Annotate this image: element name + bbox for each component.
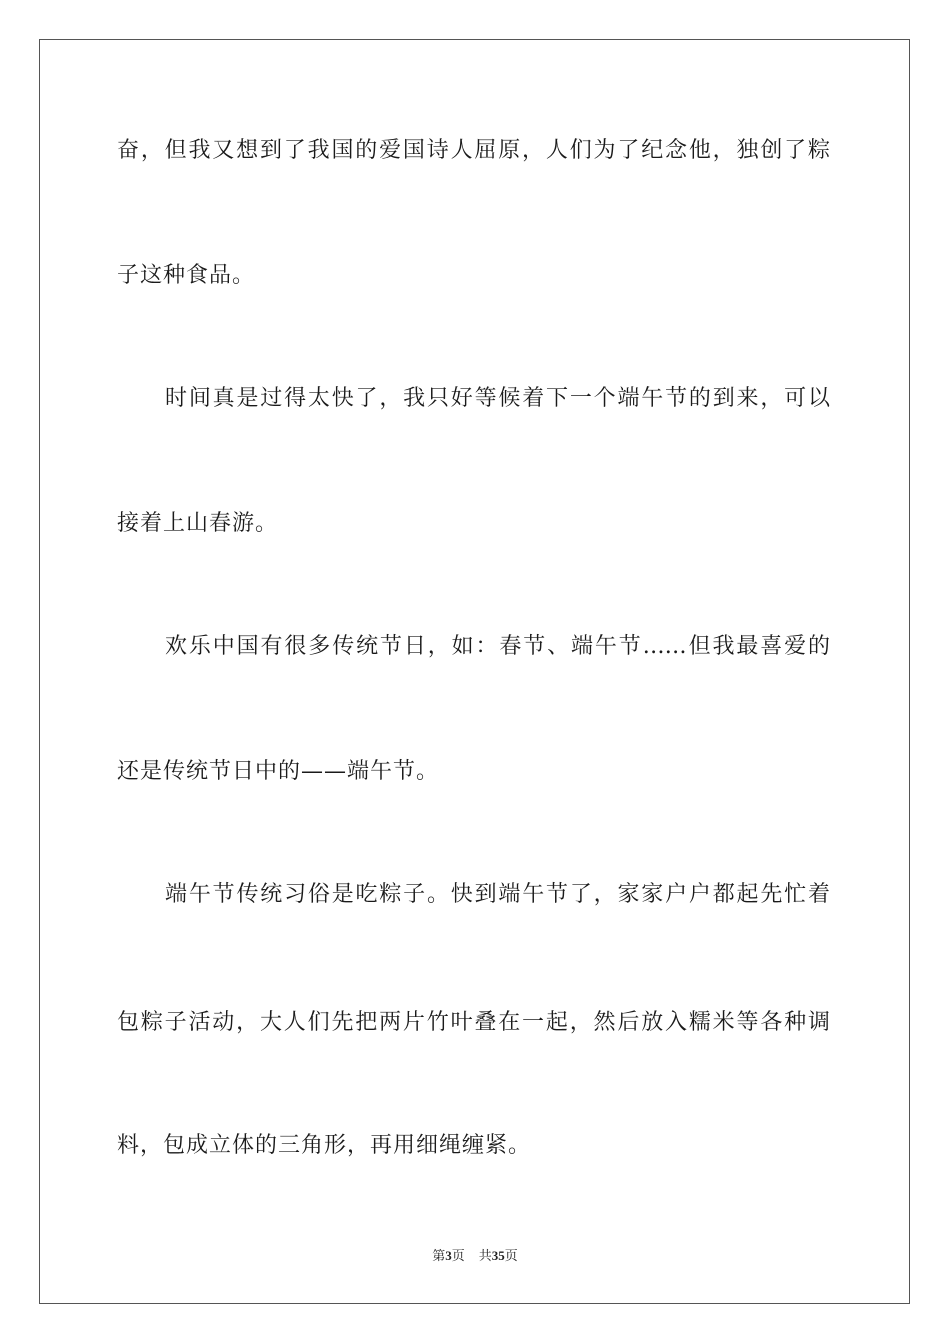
page-footer [0, 1248, 950, 1265]
paragraph-line: 接着上山春游。 [117, 511, 279, 536]
paragraph-line: 奋，但我又想到了我国的爱国诗人屈原，人们为了纪念他，独创了粽 [117, 138, 830, 163]
page-border [39, 39, 910, 1304]
paragraph-line: 还是传统节日中的——端午节。 [117, 759, 440, 784]
paragraph-first-line: 欢乐中国有很多传统节日，如：春节、端午节……但我最喜爱的 [165, 634, 830, 659]
paragraph-first-line: 时间真是过得太快了，我只好等候着下一个端午节的到来，可以 [165, 386, 830, 411]
paragraph-line: 子这种食品。 [117, 263, 256, 288]
page-prefix: 第 [432, 1249, 446, 1264]
total-pages: 35 [491, 1248, 505, 1263]
paragraph-first-line: 端午节传统习俗是吃粽子。快到端午节了，家家户户都起先忙着 [165, 882, 830, 907]
paragraph-line: 料，包成立体的三角形，再用细绳缠紧。 [117, 1133, 532, 1158]
page-number: 3 [445, 1248, 452, 1263]
total-suffix: 页 [504, 1249, 518, 1264]
paragraph-line: 包粽子活动，大人们先把两片竹叶叠在一起，然后放入糯米等各种调 [117, 1010, 830, 1035]
total-prefix: 共 [478, 1249, 492, 1264]
page-suffix: 页 [451, 1249, 465, 1264]
